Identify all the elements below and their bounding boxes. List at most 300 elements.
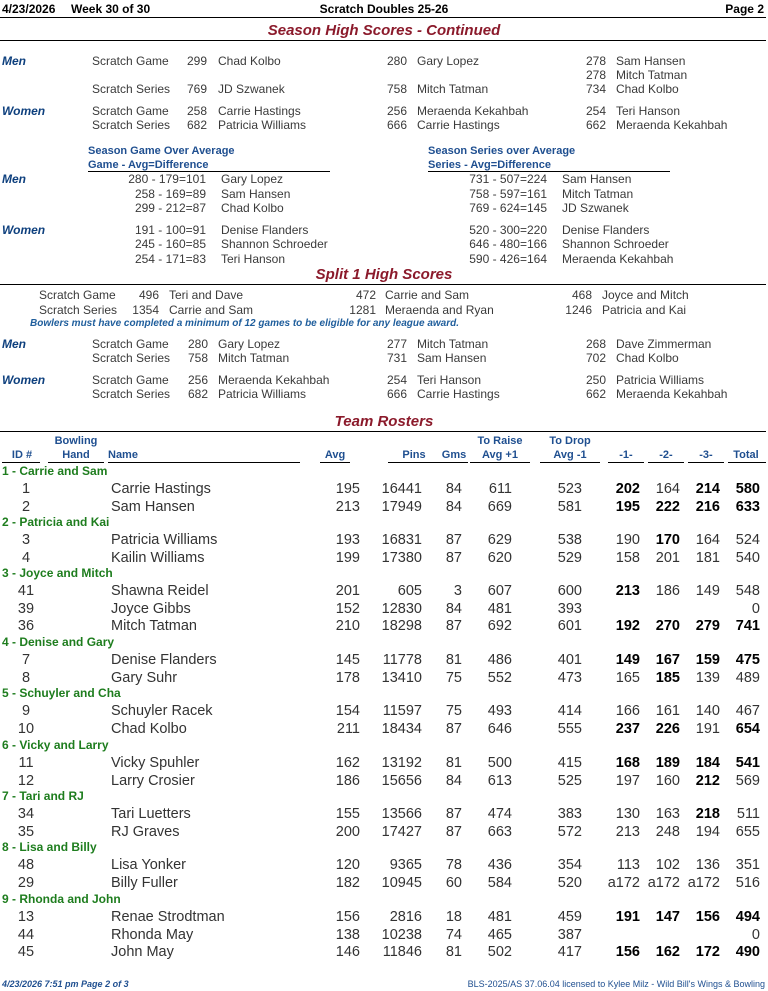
bowler-name: Denise Flanders <box>221 223 309 237</box>
team-name: Teri and Dave <box>169 288 244 302</box>
score: 682 <box>187 118 208 132</box>
bowler-name: Carrie Hastings <box>417 387 500 401</box>
bowler-games: 87 <box>445 823 462 840</box>
game-1-score: 197 <box>615 772 640 789</box>
bowler-pins: 18298 <box>381 618 422 635</box>
bowler-id: 44 <box>17 926 35 943</box>
game-1-score: 191 <box>615 909 640 925</box>
bowler-id: 2 <box>21 498 31 515</box>
game-over-avg-subtitle: Game - Avg=Difference <box>88 159 209 171</box>
game-2-score: 270 <box>655 618 680 635</box>
bowler-name: Teri Hanson <box>417 373 482 387</box>
to-drop: 538 <box>557 532 582 548</box>
scratch-series-label: Scratch Series <box>92 351 171 365</box>
bowler-name: Vicky Spuhler <box>111 755 200 771</box>
bowler-avg: 162 <box>335 755 360 771</box>
bowler-id: 10 <box>17 720 35 737</box>
diff-value: 191 - 100=91 <box>134 223 206 237</box>
to-drop: 600 <box>557 583 582 599</box>
to-raise: 663 <box>487 823 512 840</box>
game-3-score: 136 <box>695 857 720 873</box>
series-total: 467 <box>735 703 760 719</box>
score: 734 <box>586 82 607 96</box>
bowler-name: Chad Kolbo <box>221 201 284 215</box>
bowler-name: Meraenda Kekahbah <box>417 104 529 118</box>
bowler-pins: 10945 <box>381 874 422 891</box>
section-rule <box>0 431 766 432</box>
col-drop-top: To Drop <box>549 435 591 447</box>
col-game2: -2- <box>659 449 673 461</box>
game-2-score: 189 <box>655 755 680 771</box>
bowler-name: Kailin Williams <box>111 549 205 566</box>
women-label: Women <box>2 104 46 118</box>
bowler-pins: 18434 <box>381 720 422 737</box>
bowler-games: 84 <box>445 600 462 617</box>
score: 254 <box>586 104 607 118</box>
team-header: 1 - Carrie and Sam <box>2 464 108 478</box>
col-raise: Avg +1 <box>482 449 518 461</box>
bowler-name: Chad Kolbo <box>218 54 281 68</box>
team-header: 5 - Schuyler and Cha <box>2 686 121 700</box>
team-header: 7 - Tari and RJ <box>2 789 84 803</box>
bowler-id: 41 <box>17 583 35 599</box>
game-2-score: 185 <box>655 669 680 686</box>
score: 256 <box>188 373 209 387</box>
to-drop: 354 <box>557 857 582 873</box>
bowler-games: 84 <box>445 498 462 515</box>
to-drop: 401 <box>557 652 582 668</box>
bowler-name: Teri Hanson <box>221 252 286 266</box>
diff-value: 590 - 426=164 <box>469 252 547 266</box>
bowler-name: Denise Flanders <box>562 223 650 237</box>
women-label: Women <box>2 373 46 387</box>
score: 468 <box>571 288 592 302</box>
game-1-score: 156 <box>615 944 640 961</box>
game-2-score: 170 <box>655 532 680 548</box>
bowler-avg: 138 <box>335 926 360 943</box>
game-2-score: 248 <box>655 823 680 840</box>
bowler-id: 13 <box>17 909 35 925</box>
series-total: 541 <box>735 755 760 771</box>
bowler-id: 7 <box>21 652 31 668</box>
bowler-avg: 152 <box>335 600 360 617</box>
to-drop: 525 <box>557 772 582 789</box>
game-2-score: 226 <box>655 720 680 737</box>
game-2-score: 160 <box>655 772 680 789</box>
game-3-score: 181 <box>695 549 720 566</box>
to-drop: 529 <box>557 549 582 566</box>
score: 731 <box>387 351 408 365</box>
to-raise: 436 <box>487 857 512 873</box>
score: 1281 <box>349 303 376 317</box>
diff-value: 731 - 507=224 <box>469 172 547 186</box>
scratch-game-label: Scratch Game <box>92 104 169 118</box>
game-over-avg-title: Season Game Over Average <box>88 145 235 157</box>
bowler-name: Patricia Williams <box>218 118 307 132</box>
game-3-score: 139 <box>695 669 720 686</box>
bowler-pins: 605 <box>397 583 422 599</box>
bowler-name: Mitch Tatman <box>218 351 290 365</box>
scratch-series-label: Scratch Series <box>92 82 171 96</box>
col-id: ID # <box>11 449 33 461</box>
bowler-name: Dave Zimmerman <box>616 337 712 351</box>
team-header: 8 - Lisa and Billy <box>2 840 97 854</box>
game-2-score: 162 <box>655 944 680 961</box>
bowler-name: Patricia Williams <box>616 373 705 387</box>
section-rule <box>0 284 766 285</box>
score: 278 <box>586 54 607 68</box>
game-3-score: 156 <box>695 909 720 925</box>
to-drop: 417 <box>557 944 582 961</box>
score: 662 <box>586 387 607 401</box>
bowler-id: 4 <box>21 549 31 566</box>
header-page: Page 2 <box>725 2 764 16</box>
series-total: 548 <box>735 583 760 599</box>
bowler-name: Chad Kolbo <box>111 720 187 737</box>
bowler-pins: 9365 <box>389 857 422 873</box>
score: 758 <box>387 82 408 96</box>
team-header: 4 - Denise and Gary <box>2 635 115 649</box>
bowler-avg: 200 <box>335 823 360 840</box>
diff-value: 280 - 179=101 <box>128 172 206 186</box>
to-raise: 465 <box>487 926 512 943</box>
bowler-games: 87 <box>445 618 462 635</box>
bowler-avg: 120 <box>335 857 360 873</box>
bowler-games: 78 <box>445 857 462 873</box>
bowler-pins: 10238 <box>381 926 422 943</box>
to-raise: 692 <box>487 618 512 635</box>
game-2-score: 161 <box>655 703 680 719</box>
bowler-avg: 154 <box>335 703 360 719</box>
bowler-avg: 213 <box>335 498 360 515</box>
bowler-pins: 16831 <box>381 532 422 548</box>
game-1-score: 237 <box>615 720 640 737</box>
series-total: 540 <box>735 549 760 566</box>
game-3-score: 140 <box>695 703 720 719</box>
eligibility-note: Bowlers must have completed a minimum of 12 games to be eligible for any league award. <box>30 318 460 329</box>
team-header: 3 - Joyce and Mitch <box>2 566 113 580</box>
bowler-pins: 11778 <box>382 652 422 668</box>
game-1-score: 130 <box>615 806 640 822</box>
bowler-name: Meraenda Kekahbah <box>616 387 728 401</box>
bowler-id: 34 <box>17 806 35 822</box>
bowler-avg: 199 <box>335 549 360 566</box>
bowler-name: Larry Crosier <box>111 772 195 789</box>
to-raise: 613 <box>487 772 512 789</box>
score: 256 <box>387 104 408 118</box>
bowler-name: Billy Fuller <box>111 874 178 891</box>
bowler-pins: 2816 <box>389 909 422 925</box>
game-3-score: 149 <box>695 583 720 599</box>
col-pins: Pins <box>402 449 426 461</box>
series-total: 524 <box>735 532 760 548</box>
game-1-score: 213 <box>615 583 640 599</box>
bowler-avg: 146 <box>335 944 360 961</box>
game-1-score: 190 <box>615 532 640 548</box>
bowler-name: Teri Hanson <box>616 104 681 118</box>
header-week: Week 30 of 30 <box>71 2 151 16</box>
bowler-pins: 15656 <box>381 772 422 789</box>
bowler-pins: 11846 <box>382 944 422 961</box>
bowler-name: Chad Kolbo <box>616 351 679 365</box>
bowler-id: 1 <box>21 481 31 497</box>
bowler-pins: 12830 <box>381 600 422 617</box>
game-2-score: 164 <box>655 481 680 497</box>
bowler-name: Meraenda Kekahbah <box>562 252 674 266</box>
col-game3: -3- <box>699 449 713 461</box>
score: 278 <box>586 68 607 82</box>
bowler-name: Sam Hansen <box>111 498 195 515</box>
to-raise: 502 <box>487 944 512 961</box>
game-3-score: 216 <box>695 498 720 515</box>
bowler-games: 87 <box>445 532 462 548</box>
bowler-pins: 13192 <box>381 755 422 771</box>
to-drop: 393 <box>557 600 582 617</box>
bowler-name: Sam Hansen <box>221 187 291 201</box>
score: 280 <box>188 337 209 351</box>
bowler-games: 60 <box>445 874 462 891</box>
bowler-games: 75 <box>445 669 462 686</box>
bowler-name: Shannon Schroeder <box>562 237 669 251</box>
series-over-avg-title: Season Series over Average <box>428 145 576 157</box>
to-raise: 611 <box>488 481 512 497</box>
bowler-games: 87 <box>445 549 462 566</box>
bowler-games: 87 <box>445 806 462 822</box>
bowler-name: JD Szwanek <box>562 201 629 215</box>
bowler-name: Gary Lopez <box>221 172 284 186</box>
men-label: Men <box>2 54 26 68</box>
bowler-avg: 145 <box>335 652 360 668</box>
series-total: 511 <box>736 806 760 822</box>
bowler-pins: 13410 <box>381 669 422 686</box>
bowler-avg: 210 <box>335 618 360 635</box>
game-3-score: 172 <box>695 944 720 961</box>
bowler-pins: 13566 <box>381 806 422 822</box>
bowler-name: Mitch Tatman <box>616 68 688 82</box>
game-2-score: 222 <box>655 498 680 515</box>
bowler-name: Gary Lopez <box>417 54 480 68</box>
score: 250 <box>586 373 607 387</box>
game-3-score: 159 <box>695 652 720 668</box>
bowler-name: Gary Lopez <box>218 337 281 351</box>
team-game-label: Scratch Game <box>39 288 116 302</box>
to-drop: 601 <box>557 618 582 635</box>
scratch-game-label: Scratch Game <box>92 54 169 68</box>
series-total: 0 <box>751 600 760 617</box>
diff-value: 245 - 160=85 <box>134 237 206 251</box>
to-drop: 414 <box>557 703 582 719</box>
series-total: 569 <box>735 772 760 789</box>
col-raise-top: To Raise <box>477 435 523 447</box>
score: 496 <box>138 288 159 302</box>
bowler-games: 75 <box>445 703 462 719</box>
diff-value: 520 - 300=220 <box>469 223 547 237</box>
men-label: Men <box>2 337 26 351</box>
bowler-games: 81 <box>445 652 462 668</box>
scratch-series-label: Scratch Series <box>92 387 171 401</box>
season-high-title: Season High Scores - Continued <box>267 22 501 39</box>
bowler-pins: 11597 <box>382 703 422 719</box>
to-raise: 474 <box>487 806 512 822</box>
to-raise: 669 <box>487 498 512 515</box>
game-3-score: 212 <box>695 772 720 789</box>
bowler-avg: 156 <box>335 909 360 925</box>
col-name: Name <box>108 449 138 461</box>
series-total: 0 <box>751 926 760 943</box>
to-raise: 486 <box>487 652 512 668</box>
to-raise: 500 <box>487 755 512 771</box>
to-drop: 555 <box>557 720 582 737</box>
to-drop: 383 <box>557 806 582 822</box>
header-date: 4/23/2026 <box>2 2 56 16</box>
game-2-score: 163 <box>655 806 680 822</box>
bowler-name: Sam Hansen <box>616 54 686 68</box>
bowler-id: 9 <box>21 703 31 719</box>
bowler-avg: 155 <box>335 806 360 822</box>
bowler-name: Meraenda Kekahbah <box>218 373 330 387</box>
game-3-score: 164 <box>695 532 720 548</box>
diff-value: 254 - 171=83 <box>134 252 206 266</box>
bowler-avg: 211 <box>336 720 360 737</box>
header-rule <box>0 17 766 18</box>
footer-left: 4/23/2026 7:51 pm Page 2 of 3 <box>2 979 129 989</box>
team-series-label: Scratch Series <box>39 303 118 317</box>
score: 702 <box>586 351 607 365</box>
bowler-games: 74 <box>445 926 462 943</box>
team-header: 2 - Patricia and Kai <box>2 515 110 529</box>
bowler-name: Shawna Reidel <box>111 583 209 599</box>
bowler-name: John May <box>111 944 174 961</box>
team-header: 9 - Rhonda and John <box>2 892 121 906</box>
bowler-pins: 17949 <box>381 498 422 515</box>
score: 682 <box>188 387 209 401</box>
bowler-name: Joyce Gibbs <box>111 600 191 617</box>
bowler-name: Sam Hansen <box>562 172 632 186</box>
section-rule <box>0 40 766 41</box>
to-drop: 415 <box>557 755 582 771</box>
bowler-id: 36 <box>17 618 35 635</box>
team-name: Meraenda and Ryan <box>385 303 494 317</box>
game-1-score: 166 <box>615 703 640 719</box>
game-1-score: 168 <box>615 755 640 771</box>
bowler-name: Mitch Tatman <box>417 337 489 351</box>
bowler-pins: 17427 <box>381 823 422 840</box>
team-name: Patricia and Kai <box>602 303 687 317</box>
game-2-score: 147 <box>655 909 680 925</box>
men-label: Men <box>2 172 26 186</box>
col-hand-top: Bowling <box>54 435 98 447</box>
bowler-name: RJ Graves <box>111 823 180 840</box>
bowler-avg: 201 <box>335 583 360 599</box>
col-avg: Avg <box>324 449 346 461</box>
game-1-score: 192 <box>615 618 640 635</box>
series-total: 580 <box>735 481 760 497</box>
bowler-name: Mitch Tatman <box>562 187 634 201</box>
scratch-game-label: Scratch Game <box>92 337 169 351</box>
series-total: 490 <box>735 944 760 961</box>
bowler-name: JD Szwanek <box>218 82 285 96</box>
col-drop: Avg -1 <box>553 449 587 461</box>
series-total: 633 <box>735 498 760 515</box>
team-name: Carrie and Sam <box>385 288 470 302</box>
score: 258 <box>187 104 208 118</box>
to-drop: 387 <box>557 926 582 943</box>
bowler-games: 81 <box>445 944 462 961</box>
bowler-name: Gary Suhr <box>111 669 178 686</box>
split-title: Split 1 High Scores <box>315 266 453 283</box>
bowler-id: 35 <box>17 823 35 840</box>
game-1-score: 165 <box>615 669 640 686</box>
bowler-pins: 16441 <box>381 481 422 497</box>
bowler-avg: 193 <box>335 532 360 548</box>
score: 666 <box>387 387 408 401</box>
game-2-score: 167 <box>655 652 680 668</box>
to-raise: 481 <box>487 909 512 925</box>
to-drop: 581 <box>557 498 582 515</box>
bowler-id: 48 <box>17 857 35 873</box>
bowler-name: Mitch Tatman <box>111 618 197 635</box>
score: 666 <box>387 118 408 132</box>
game-1-score: a172 <box>607 874 640 891</box>
bowler-name: Renae Strodtman <box>111 909 225 925</box>
diff-value: 646 - 480=166 <box>469 237 547 251</box>
bowler-name: Denise Flanders <box>111 652 217 668</box>
header-league: Scratch Doubles 25-26 <box>319 2 449 16</box>
to-raise: 493 <box>487 703 512 719</box>
rosters-title: Team Rosters <box>334 413 434 430</box>
game-2-score: 201 <box>655 549 680 566</box>
score: 299 <box>187 54 208 68</box>
game-1-score: 202 <box>615 481 640 497</box>
score: 472 <box>355 288 376 302</box>
bowler-pins: 17380 <box>381 549 422 566</box>
col-game1: -1- <box>619 449 633 461</box>
footer-right: BLS-2025/AS 37.06.04 licensed to Kylee Milz - Wild Bill's Wings & Bowling <box>467 979 765 989</box>
game-1-score: 149 <box>615 652 640 668</box>
game-3-score: 218 <box>695 806 720 822</box>
bowler-id: 45 <box>17 944 35 961</box>
game-2-score: a172 <box>647 874 680 891</box>
team-name: Carrie and Sam <box>169 303 254 317</box>
bowler-id: 11 <box>18 755 34 771</box>
bowler-games: 81 <box>445 755 462 771</box>
bowler-id: 12 <box>17 772 35 789</box>
series-total: 655 <box>735 823 760 840</box>
bowler-avg: 182 <box>335 874 360 891</box>
series-total: 516 <box>735 874 760 891</box>
bowler-name: Shannon Schroeder <box>221 237 328 251</box>
diff-value: 299 - 212=87 <box>134 201 206 215</box>
bowler-name: Rhonda May <box>111 926 194 943</box>
bowler-name: Meraenda Kekahbah <box>616 118 728 132</box>
scratch-game-label: Scratch Game <box>92 373 169 387</box>
bowler-id: 3 <box>21 532 31 548</box>
bowler-games: 84 <box>445 772 462 789</box>
to-raise: 584 <box>487 874 512 891</box>
score: 1354 <box>132 303 159 317</box>
bowler-games: 84 <box>445 481 462 497</box>
bowler-name: Sam Hansen <box>417 351 487 365</box>
game-3-score: 214 <box>695 481 720 497</box>
to-drop: 520 <box>557 874 582 891</box>
bowler-name: Tari Luetters <box>111 806 191 822</box>
col-total: Total <box>733 449 759 461</box>
series-total: 494 <box>735 909 760 925</box>
bowler-avg: 186 <box>335 772 360 789</box>
diff-value: 758 - 597=161 <box>469 187 547 201</box>
score: 277 <box>387 337 408 351</box>
diff-value: 258 - 169=89 <box>134 187 206 201</box>
